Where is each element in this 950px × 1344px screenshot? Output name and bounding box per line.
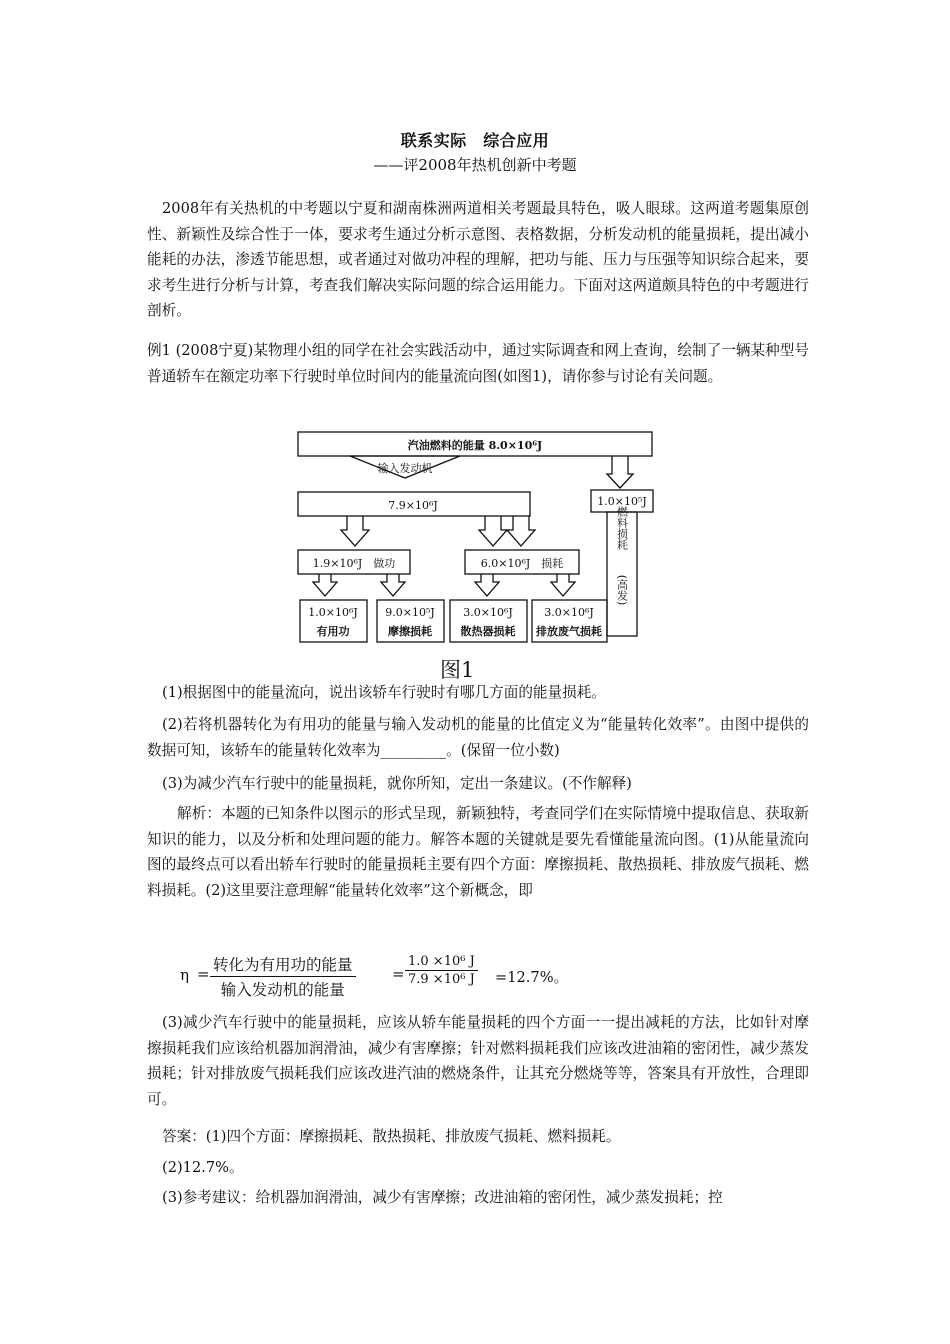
- answer-1: 答案：(1)四个方面：摩擦损耗、散热损耗、排放废气损耗、燃料损耗。: [162, 1128, 621, 1145]
- leaf-value: 1.0×10⁶J: [308, 606, 358, 619]
- value-fraction-denominator: 7.9 ×10⁶ J: [408, 972, 475, 987]
- answer-3: (3)参考建议：给机器加润滑油，减少有害摩擦；改进油箱的密闭性，减少蒸发损耗；控: [162, 1189, 723, 1206]
- leaf-label: 散热器损耗: [460, 625, 516, 638]
- question-3: (3)为减少汽车行驶中的能量损耗，就你所知，定出一条建议。(不作解释): [162, 775, 632, 792]
- energy-flow-diagram: [295, 430, 657, 645]
- leaf-label: 摩擦损耗: [388, 625, 432, 638]
- analysis-paragraph: 解析：本题的已知条件以图示的形式呈现，新颖独特，考查同学们在实际情境中提取信息、获取新知识的能力，以及分析和处理问题的能力。解答本题的关键就是要先看懂能量流向图。(1)从能量流向图的最终点可以看出轿车行驶时的能量损耗主要有四个方面：摩擦损耗、散热损耗、排放废气损耗、燃料损耗。(2)这里要注意理解“能量转化效率”这个新概念，即: [147, 805, 809, 899]
- word-fraction-numerator: 转化为有用功的能量: [210, 953, 356, 977]
- analysis-part3: (3)减少汽车行驶中的能量损耗，应该从轿车能量损耗的四个方面一一提出减耗的方法，比如针对摩擦损耗我们应该给机器加润滑油，减少有害摩擦；针对燃料损耗我们应该改进油箱的密闭性，减少蒸发损耗；针对排放废气损耗我们应该改进汽油的燃烧条件，让其充分燃烧等等，答案具有开放性，合理即可。: [147, 1014, 809, 1108]
- engine-energy-label: 7.9×10⁶J: [388, 499, 438, 512]
- side-energy-label: 1.0×10⁵J: [597, 495, 647, 508]
- intro-paragraph: 2008年有关热机的中考题以宁夏和湖南株洲两道相关考题最具特色，吸人眼球。这两道考题集原创性、新颖性及综合性于一体，要求考生通过分析示意图、表格数据，分析发动机的能量损耗，提出减小能耗的办法，渗透节能思想，或者通过对做功冲程的理解，把功与能、压力与压强等知识综合起来，要求考生进行分析与计算，考查我们解决实际问题的综合运用能力。下面对这两道颇具特色的中考题进行剖析。: [147, 200, 809, 319]
- figure-caption: 图1: [440, 658, 475, 682]
- equals-sign: =: [392, 965, 405, 983]
- leaf-label: 排放废气损耗: [536, 625, 602, 638]
- fuel-loss-paren: (高发): [615, 574, 629, 606]
- example1-paragraph: 例1 (2008宁夏)某物理小组的同学在社会实践活动中，通过实际调查和网上查询，绘制了一辆某种型号普通轿车在额定功率下行驶时单位时间内的能量流向图(如图1)，请你参与讨论有关问题。: [147, 342, 809, 385]
- formula-result: =12.7%。: [495, 969, 569, 986]
- fuel-energy-label: 汽油燃料的能量 8.0×10⁶J: [407, 439, 543, 452]
- answer-2: (2)12.7%。: [162, 1159, 244, 1176]
- eta-symbol: η: [180, 966, 189, 984]
- fuel-loss-label: 燃料损耗: [615, 506, 629, 550]
- word-fraction-denominator: 输入发动机的能量: [220, 981, 345, 999]
- word-fraction: [210, 953, 356, 1000]
- value-fraction-numerator: 1.0 ×10⁶ J: [405, 954, 478, 971]
- work-label: 1.9×10⁶J 做功: [312, 557, 396, 570]
- question-2: (2)若将机器转化为有用功的能量与输入发动机的能量的比值定义为“能量转化效率”。由图中提供的数据可知，该轿车的能量转化效率为_________。(保留一位小数): [147, 716, 809, 759]
- efficiency-formula: [180, 953, 620, 1005]
- page-subtitle: ——评2008年热机创新中考题: [373, 156, 577, 174]
- question-1: (1)根据图中的能量流向，说出该轿车行驶时有哪几方面的能量损耗。: [162, 684, 606, 701]
- leaf-value: 9.0×10⁵J: [385, 606, 435, 619]
- equals-sign: =: [197, 965, 210, 983]
- leaf-value: 3.0×10⁶J: [544, 606, 594, 619]
- leaf-label: 有用功: [316, 625, 350, 638]
- loss-label: 6.0×10⁶J 损耗: [480, 557, 564, 570]
- value-fraction: [405, 954, 478, 987]
- input-engine-label: 输入发动机: [377, 462, 433, 475]
- page-title: 联系实际 综合应用: [400, 131, 550, 150]
- leaf-value: 3.0×10⁶J: [463, 606, 513, 619]
